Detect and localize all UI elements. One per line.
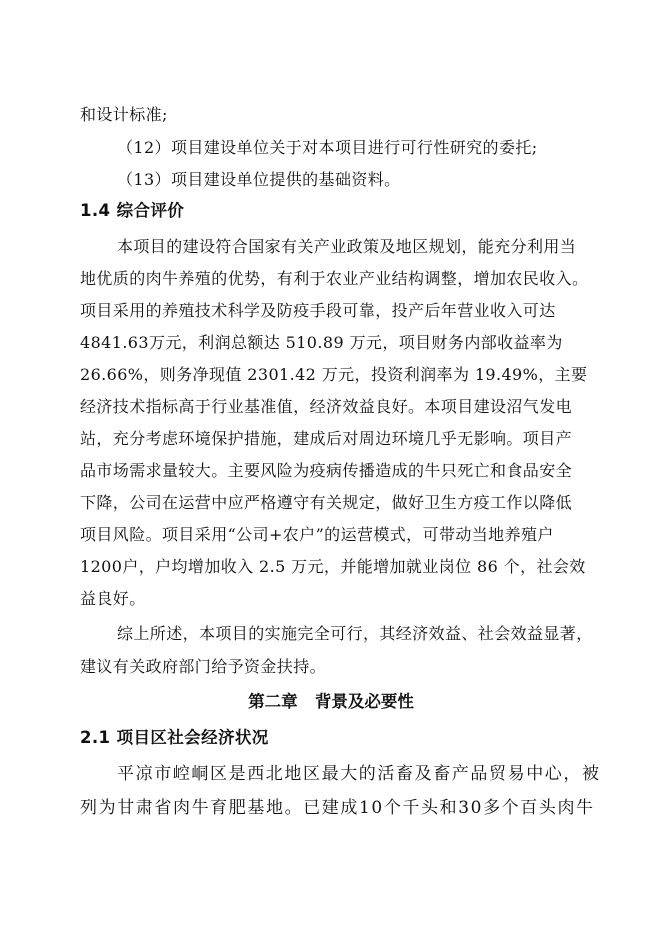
paragraph-line: 4841.63万元，利润总额达 510.89 万元，项目财务内部收益率为	[80, 333, 563, 352]
text-line: 和设计标准;	[80, 105, 168, 124]
section-heading-2-1: 2.1 项目区社会经济状况	[80, 728, 269, 747]
paragraph-line: 26.66%，则务净现值 2301.42 万元，投资利润率为 19.49%，主要	[80, 365, 588, 384]
summary-line: 建议有关政府部门给予资金扶持。	[80, 657, 327, 676]
paragraph-line: 列为甘肃省肉牛育肥基地。已建成10个千头和30多个百头肉牛	[80, 798, 595, 818]
section-heading-1-4: 1.4 综合评价	[80, 201, 185, 220]
list-item-12: （12）项目建设单位关于对本项目进行可行性研究的委托;	[117, 138, 538, 157]
paragraph-line: 益良好。	[80, 589, 146, 608]
paragraph-line: 下降，公司在运营中应严格遵守有关规定，做好卫生方疫工作以降低	[80, 493, 573, 512]
chapter-title: 第二章 背景及必要性	[248, 692, 414, 711]
paragraph-line: 经济技术指标高于行业基准值，经济效益良好。本项目建设沼气发电	[80, 397, 573, 416]
paragraph-line: 地优质的肉牛养殖的优势，有利于农业产业结构调整，增加农民收入。	[80, 269, 589, 288]
list-item-13: （13）项目建设单位提供的基础资料。	[117, 170, 401, 189]
paragraph-line: 项目采用的养殖技术科学及防疫手段可靠，投产后年营业收入可达	[80, 301, 556, 320]
paragraph-line: 本项目的建设符合国家有关产业政策及地区规划，能充分利用当	[117, 237, 577, 256]
paragraph-line: 1200户，户均增加收入 2.5 万元，并能增加就业岗位 86 个，社会效	[80, 557, 586, 576]
summary-line: 综上所述，本项目的实施完全可行，其经济效益、社会效益显著，	[117, 624, 593, 643]
paragraph-line: 站，充分考虑环境保护措施，建成后对周边环境几乎无影响。项目产	[80, 429, 573, 448]
paragraph-line: 平凉市崆峒区是西北地区最大的活畜及畜产品贸易中心，被	[117, 764, 601, 784]
paragraph-line: 品市场需求量较大。主要风险为疫病传播造成的牛只死亡和食品安全	[80, 461, 573, 480]
paragraph-line: 项目风险。项目采用“公司+农户”的运营模式，可带动当地养殖户	[80, 525, 554, 544]
